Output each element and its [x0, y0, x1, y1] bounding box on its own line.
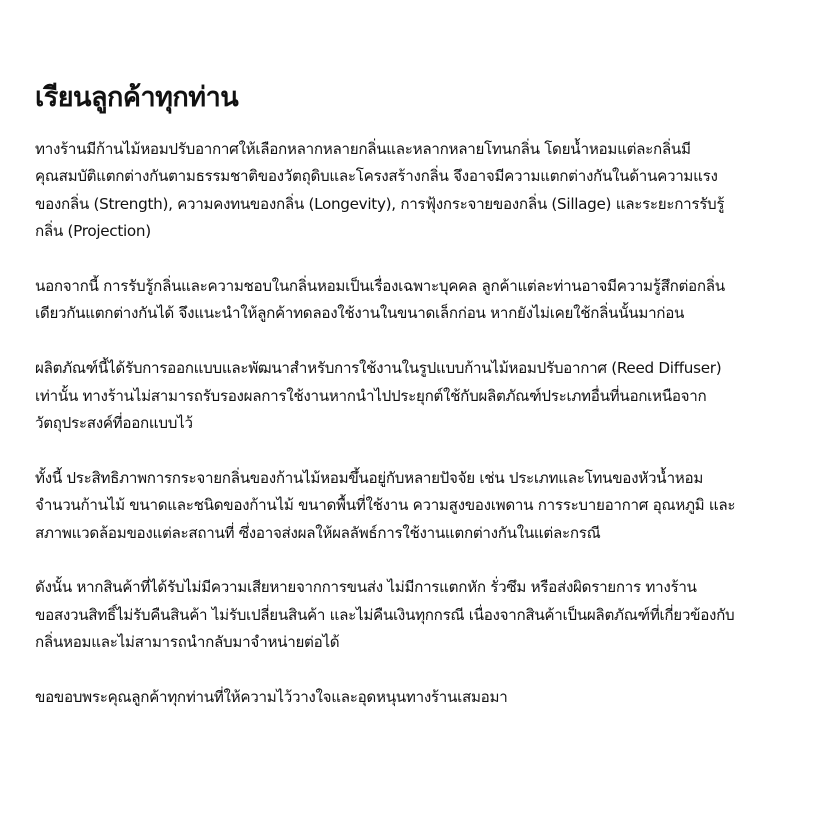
- paragraph-line: กลิ่น (Projection): [35, 222, 151, 241]
- paragraph-scent-characteristics: [35, 136, 810, 246]
- paragraph-line: สภาพแวดล้อมของแต่ละสถานที่ ซึ่งอาจส่งผลให้ผลลัพธ์การใช้งานแตกต่างกันในแต่ละกรณี: [35, 523, 601, 542]
- paragraph-line: ดังนั้น หากสินค้าที่ได้รับไม่มีความเสียหายจากการขนส่ง ไม่มีการแตกหัก รั่วซึม หรือส่งผิดรายการ ทางร้าน: [35, 578, 697, 597]
- page-title: เรียนลูกค้าทุกท่าน: [35, 82, 239, 113]
- paragraph-personal-perception: [35, 273, 810, 328]
- paragraph-intended-use: [35, 355, 810, 437]
- notice-document: [35, 78, 810, 739]
- paragraph-performance-factors: [35, 465, 810, 547]
- paragraph-line: ของกลิ่น (Strength), ความคงทนของกลิ่น (Longevity), การฟุ้งกระจายของกลิ่น (Sillage) และระยะการรับรู้: [35, 194, 725, 213]
- paragraph-thank-you: [35, 684, 810, 711]
- paragraph-line: ผลิตภัณฑ์นี้ได้รับการออกแบบและพัฒนาสำหรับการใช้งานในรูปแบบก้านไม้หอมปรับอากาศ (Reed Diffuser): [35, 359, 722, 378]
- paragraph-line: เท่านั้น ทางร้านไม่สามารถรับรองผลการใช้งานหากนำไปประยุกต์ใช้กับผลิตภัณฑ์ประเภทอื่นที่นอกเหนือจาก: [35, 386, 707, 405]
- paragraph-return-policy: [35, 574, 810, 656]
- paragraph-line: นอกจากนี้ การรับรู้กลิ่นและความชอบในกลิ่นหอมเป็นเรื่องเฉพาะบุคคล ลูกค้าแต่ละท่านอาจมีความรู้สึกต่อกลิ่น: [35, 277, 725, 296]
- paragraph-line: เดียวกันแตกต่างกันได้ จึงแนะนำให้ลูกค้าทดลองใช้งานในขนาดเล็กก่อน หากยังไม่เคยใช้กลิ่นนั้นมาก่อน: [35, 304, 685, 323]
- paragraph-line: กลิ่นหอมและไม่สามารถนำกลับมาจำหน่ายต่อได้: [35, 633, 340, 652]
- paragraph-line: วัตถุประสงค์ที่ออกแบบไว้: [35, 414, 193, 433]
- paragraph-line: ขอขอบพระคุณลูกค้าทุกท่านที่ให้ความไว้วางใจและอุดหนุนทางร้านเสมอมา: [35, 688, 508, 707]
- paragraph-line: ทั้งนี้ ประสิทธิภาพการกระจายกลิ่นของก้านไม้หอมขึ้นอยู่กับหลายปัจจัย เช่น ประเภทและโทนของหัวน้ำหอม: [35, 468, 704, 487]
- paragraph-line: ทางร้านมีก้านไม้หอมปรับอากาศให้เลือกหลากหลายกลิ่นและหลากหลายโทนกลิ่น โดยน้ำหอมแต่ละกลิ่นมี: [35, 140, 691, 158]
- paragraph-line: ขอสงวนสิทธิ์ไม่รับคืนสินค้า ไม่รับเปลี่ยนสินค้า และไม่คืนเงินทุกกรณี เนื่องจากสินค้าเป็นผลิตภัณฑ์ที่เกี่ยวข้องกับ: [35, 605, 735, 624]
- paragraph-line: จำนวนก้านไม้ ขนาดและชนิดของก้านไม้ ขนาดพื้นที่ใช้งาน ความสูงของเพดาน การระบายอากาศ อุณหภูมิ และ: [35, 496, 736, 515]
- paragraph-line: คุณสมบัติแตกต่างกันตามธรรมชาติของวัตถุดิบและโครงสร้างกลิ่น จึงอาจมีความแตกต่างกันในด้านความแรง: [35, 167, 718, 186]
